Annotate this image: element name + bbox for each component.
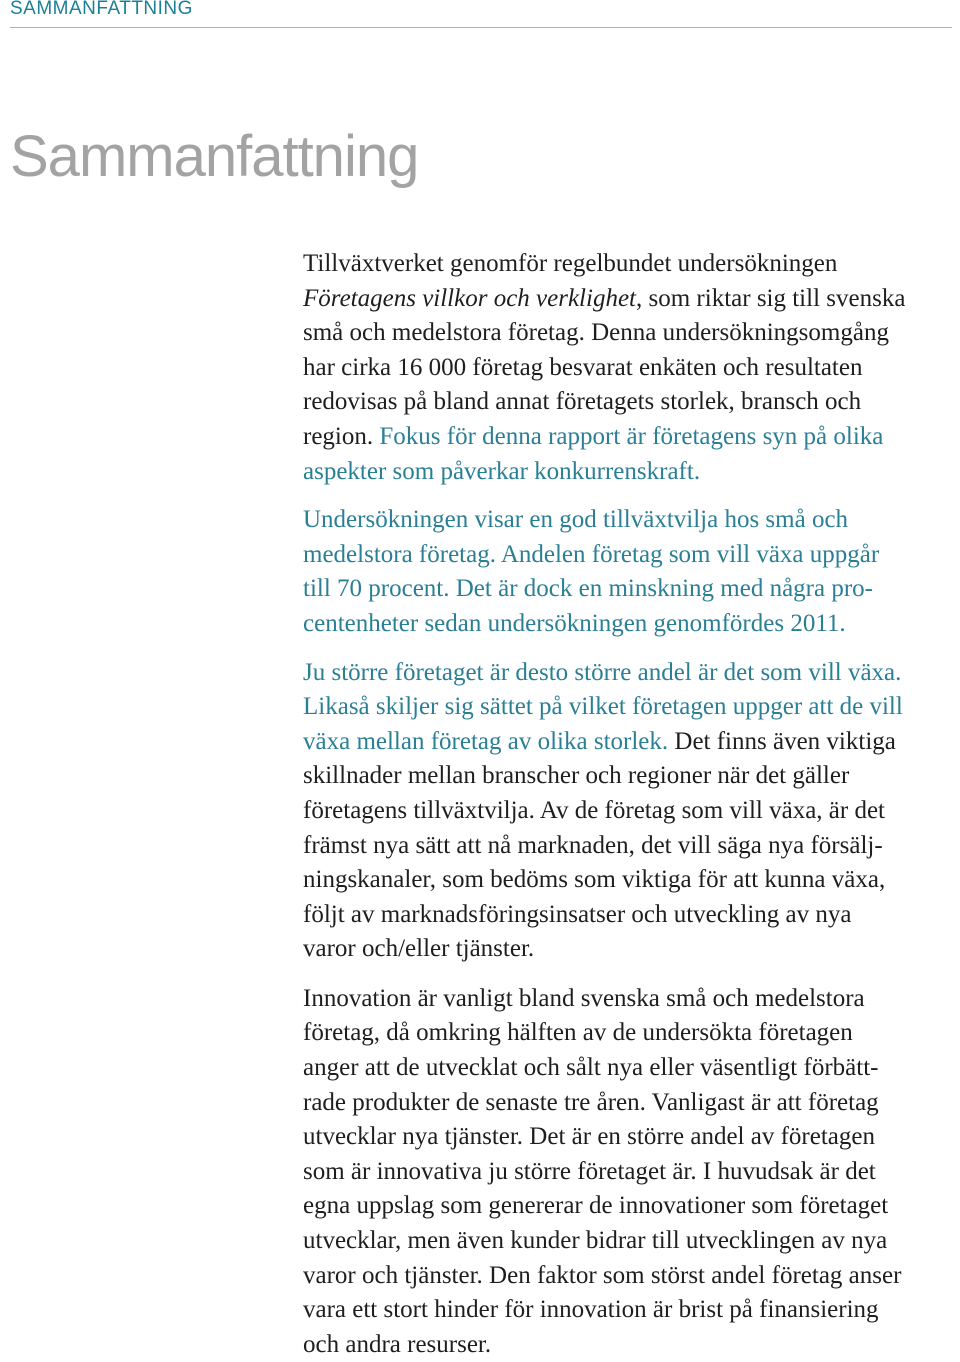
text-line: ningskanaler, som bedöms som viktiga för att kunna växa, (303, 866, 886, 894)
text-line (303, 725, 958, 760)
text-line: vara ett stort hinder för innovation är brist på finansiering (303, 1296, 879, 1324)
paragraph-innovation (303, 982, 958, 1362)
text-line: egna uppslag som genererar de innovationer som företaget (303, 1192, 889, 1220)
body-text (303, 247, 958, 1362)
text-line-highlighted: aspekter som påverkar konkurrenskraft. (303, 457, 701, 485)
text-line: varor och/eller tjänster. (303, 935, 535, 963)
running-header: SAMMANFATTNING (10, 0, 193, 19)
text-line: utvecklar nya tjänster. Det är en större andel av företagen (303, 1123, 875, 1151)
highlighted-text: växa mellan företag av olika storlek. (303, 727, 669, 755)
text-line: följt av marknadsföringsinsatser och utveckling av nya (303, 900, 852, 928)
survey-title-italic: Företagens villkor och verklighet (303, 284, 636, 312)
text-line: har cirka 16 000 företag besvarat enkäten och resultaten (303, 353, 863, 381)
text-line: företag, då omkring hälften av de undersökta företagen (303, 1019, 853, 1047)
highlighted-text: Fokus för denna rapport är företagens syn på olika (373, 422, 884, 450)
text-line-highlighted: Likaså skiljer sig sättet på vilket företagen uppger att de vill (303, 693, 903, 721)
text-line: varor och tjänster. Den faktor som störst andel företag anser (303, 1261, 902, 1289)
text-fragment: Det finns även viktiga (668, 727, 896, 755)
text-line: som är innovativa ju större företaget är. I huvudsak är det (303, 1157, 876, 1185)
text-line: redovisas på bland annat företagets storlek, bransch och (303, 388, 862, 416)
text-line: Tillväxtverket genomför regelbundet undersökningen (303, 250, 838, 277)
text-fragment: Av de företag som vill växa, är det (534, 796, 885, 824)
text-line: skillnader mellan branscher och regioner när det gäller (303, 762, 850, 790)
text-line: främst nya sätt att nå marknaden, det vill säga nya försälj- (303, 831, 883, 859)
text-line: små och medelstora företag. Denna undersökningsomgång (303, 319, 889, 347)
text-line (303, 282, 958, 317)
text-line: och andra resurser. (303, 1330, 492, 1358)
text-line (303, 420, 958, 455)
text-fragment: region. (303, 422, 374, 450)
text-line-highlighted: medelstora företag. Andelen företag som vill växa uppgår (303, 540, 880, 568)
text-line-highlighted: till 70 procent. Det är dock en minskning med några pro- (303, 575, 873, 603)
text-line: anger att de utvecklat och sålt nya eller väsentligt förbätt- (303, 1054, 879, 1082)
text-line-highlighted: centenheter sedan undersökningen genomfördes 2011. (303, 609, 846, 637)
paragraph-growth (303, 503, 958, 641)
text-line-highlighted: Undersökningen visar en god tillväxtvilja hos små och (303, 506, 849, 534)
text-line: rade produkter de senaste tre åren. Vanligast är att företag (303, 1088, 879, 1116)
text-line (303, 794, 958, 829)
text-line: utvecklar, men även kunder bidrar till utvecklingen av nya (303, 1227, 888, 1255)
text-fragment: företagens tillväxtvilja. (303, 796, 535, 824)
page-title: Sammanfattning (10, 124, 419, 189)
paragraph-intro (303, 247, 958, 489)
text-line-highlighted: Ju större företaget är desto större andel är det som vill växa. (303, 658, 902, 686)
paragraph-size (303, 656, 958, 967)
text-fragment: , som riktar sig till svenska (636, 284, 906, 312)
text-line: Innovation är vanligt bland svenska små och medelstora (303, 984, 865, 1012)
header-divider (10, 27, 952, 28)
